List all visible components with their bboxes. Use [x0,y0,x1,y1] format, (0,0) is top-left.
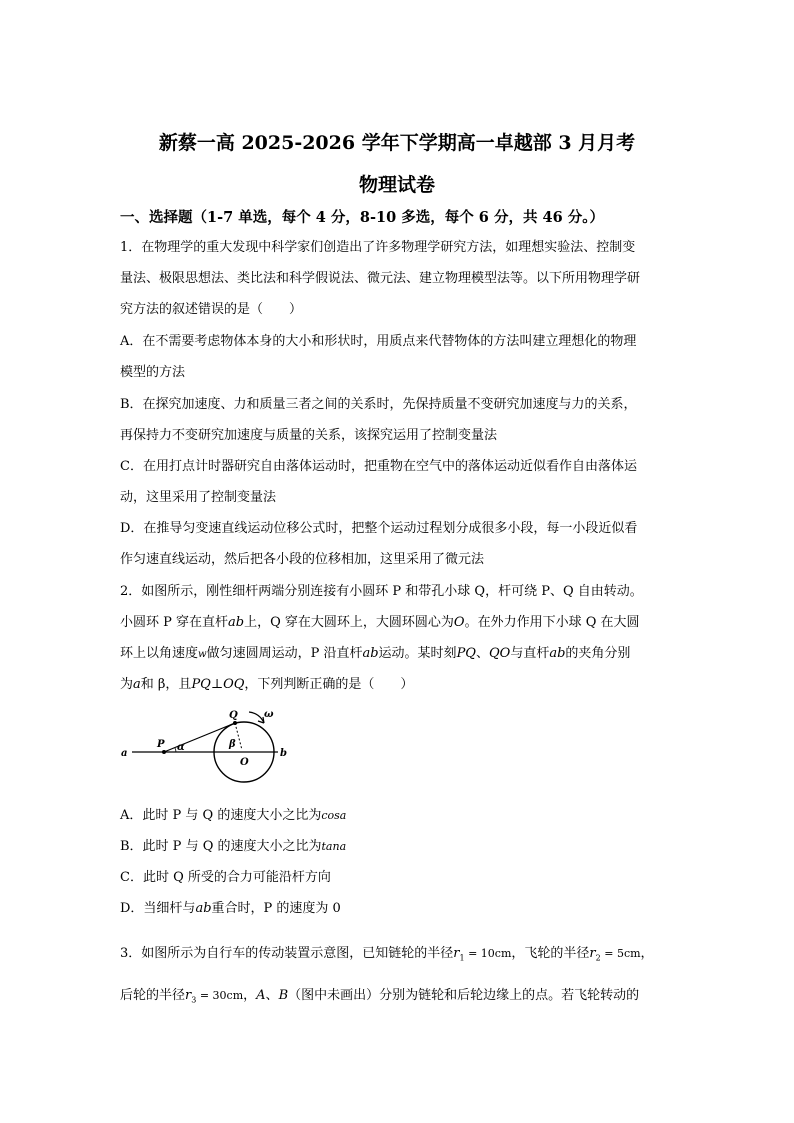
label-omega: ω [264,709,274,720]
label-p: P [157,739,165,750]
rod-pq [164,723,235,752]
exam-title: 新蔡一高 2025-2026 学年下学期高一卓越部 3 月月考 [158,132,636,154]
q1-option-b-line-1: B．在探究加速度、力和质量三者之间的关系时，先保持质量不变研究加速度与力的关系， [120,397,637,412]
q3-stem-line-1: 3．如图所示为自行车的传动装置示意图，已知链轮的半径$r_1 = 10cm$，飞轮的半径$r_2 = 5cm$， [120,946,654,963]
q1-stem-line-1: 1．在物理学的重大发现中科学家们创造出了许多物理学研究方法，如理想实验法、控制变 [120,240,636,255]
radius-qo [235,723,242,750]
omega-arrow [249,712,264,723]
label-a: a [121,748,128,759]
q2-stem-line-2: 小圆环 P 穿在直杆ab上，Q 穿在大圆环上，大圆环圆心为O。在外力作用下小球 Q 在大圆 [120,615,640,630]
point-q [233,721,237,725]
q2-stem-line-1: 2．如图所示，刚性细杆两端分别连接有小圆环 P 和带孔小球 Q，杆可绕 P、Q 自由转动。 [120,584,643,599]
label-q: Q [229,710,238,721]
q1-option-c-line-2: 动，这里采用了控制变量法 [120,490,277,505]
q1-option-d-line-1: D．在推导匀变速直线运动位移公式时，把整个运动过程划分成很多小段，每一小段近似看 [120,521,638,536]
q1-stem-line-3: 究方法的叙述错误的是（ ） [120,302,303,317]
q2-option-c: C．此时 Q 所受的合力可能沿杆方向 [120,870,331,885]
q2-stem-line-3: 环上以角速度w做匀速圆周运动，P 沿直杆ab运动。某时刻PQ、QO与直杆ab的夹角分别 [120,646,631,661]
q2-option-b: B．此时 P 与 Q 的速度大小之比为tana [120,839,347,854]
label-beta: β [229,739,236,750]
q1-option-a-line-1: A．在不需要考虑物体本身的大小和形状时，用质点来代替物体的方法叫建立理想化的物理 [120,334,637,349]
q2-option-d: D．当细杆与ab重合时，P 的速度为 0 [120,901,341,916]
label-b: b [280,748,287,759]
q1-option-b-line-2: 再保持力不变研究加速度与质量的关系，该探究运用了控制变量法 [120,428,498,443]
exam-subtitle: 物理试卷 [358,174,435,196]
section-heading: 一、选择题（1-7 单选，每个 4 分，8-10 多选，每个 6 分，共 46 分。） [120,209,604,226]
q2-option-a: A．此时 P 与 Q 的速度大小之比为cosa [120,808,347,823]
q1-option-c-line-1: C．在用打点计时器研究自由落体运动时，把重物在空气中的落体运动近似看作自由落体运 [120,459,637,474]
label-o: O [240,757,249,768]
q1-option-d-line-2: 作匀速直线运动，然后把各小段的位移相加，这里采用了微元法 [120,552,485,567]
q2-figure [118,703,298,785]
q1-option-a-line-2: 模型的方法 [120,365,186,380]
q1-stem-line-2: 量法、极限思想法、类比法和科学假说法、微元法、建立物理模型法等。以下所用物理学研 [120,271,641,286]
label-alpha: α [177,742,185,753]
point-p [162,750,166,754]
q2-stem-line-4: 为a和 β，且PQ⊥OQ，下列判断正确的是（ ） [120,677,414,692]
q3-stem-line-2: 后轮的半径$r_3 = 30cm$，A、B（图中未画出）分别为链轮和后轮边缘上的点。若飞轮转动的 [120,988,640,1005]
